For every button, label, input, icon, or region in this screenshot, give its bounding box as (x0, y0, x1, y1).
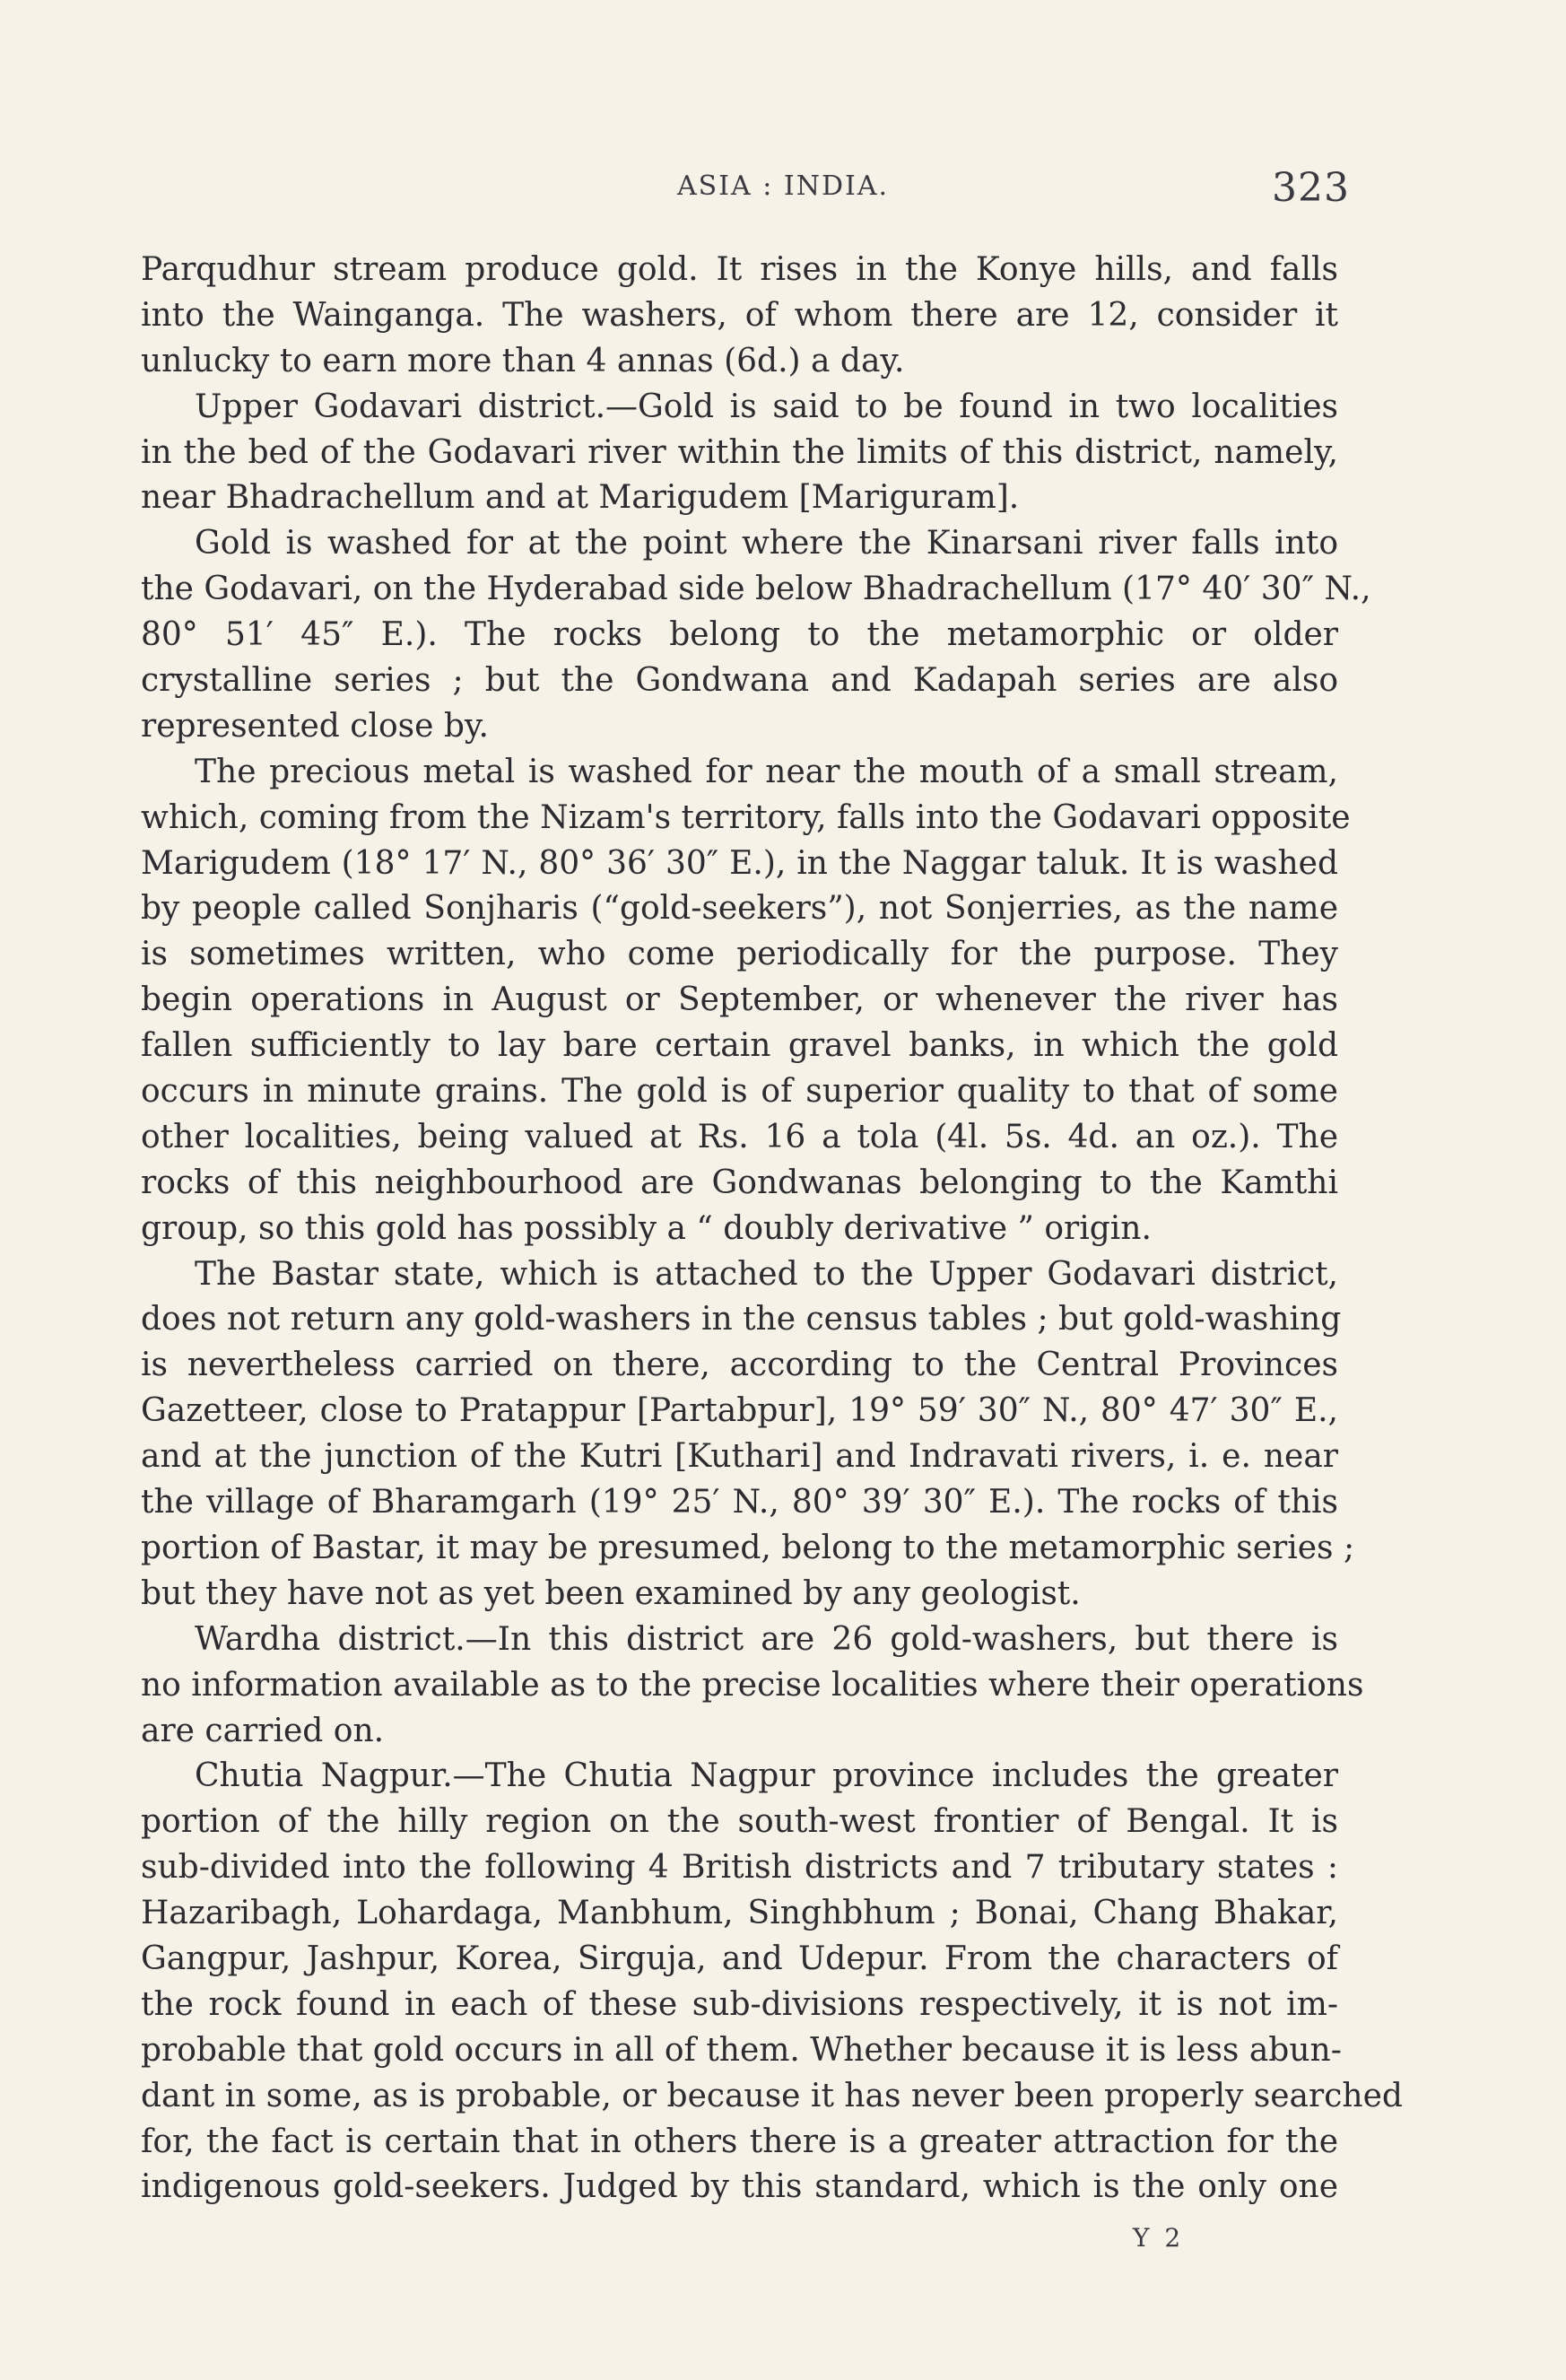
text-line: and at the junction of the Kutri [Kuthari] and Indravati rivers, i. e. near (141, 1438, 1338, 1476)
text-line: Upper Godavari district.—Gold is said to be found in two localities (195, 388, 1338, 425)
text-line: Wardha district.—In this district are 26 gold-washers, but there is (195, 1620, 1338, 1658)
text-line: probable that gold occurs in all of them. Whether because it is less abun- (141, 2031, 1342, 2069)
text-line: does not return any gold-washers in the census tables ; but gold-washing (141, 1301, 1342, 1338)
text-line: Chutia Nagpur.—The Chutia Nagpur province includes the greater (195, 1757, 1338, 1795)
text-line: rocks of this neighbourhood are Gondwanas belonging to the Kamthi (141, 1164, 1338, 1201)
text-line: Hazaribagh, Lohardaga, Manbhum, Singhbhum ; Bonai, Chang Bhakar, (141, 1895, 1338, 1932)
text-line: unlucky to earn more than 4 annas (6d.) a day. (141, 342, 905, 379)
text-line: occurs in minute grains. The gold is of superior quality to that of some (141, 1073, 1338, 1111)
text-line: by people called Sonjharis (“gold-seekers”), not Sonjerries, as the name (141, 890, 1338, 928)
text-line: for, the fact is certain that in others there is a greater attraction for the (141, 2123, 1338, 2160)
text-line: indigenous gold-seekers. Judged by this standard, which is the only one (141, 2168, 1338, 2206)
text-line: which, coming from the Nizam's territory, falls into the Godavari opposite (141, 798, 1351, 836)
text-line: is nevertheless carried on there, according to the Central Provinces (141, 1347, 1338, 1384)
text-line: near Bhadrachellum and at Marigudem [Mariguram]. (141, 479, 1020, 517)
text-line: sub-divided into the following 4 British districts and 7 tributary states : (141, 1849, 1338, 1887)
text-line: Gazetteer, close to Pratappur [Partabpur], 19° 59′ 30″ N., 80° 47′ 30″ E., (141, 1392, 1338, 1430)
text-line: the village of Bharamgarh (19° 25′ N., 80° 39′ 30″ E.). The rocks of this (141, 1484, 1338, 1521)
text-line: Gold is washed for at the point where the Kinarsani river falls into (195, 525, 1338, 562)
page-number: 323 (1272, 165, 1350, 211)
text-line: dant in some, as is probable, or because it has never been properly searched (141, 2077, 1403, 2114)
text-line: into the Wainganga. The washers, of whom there are 12, consider it (141, 296, 1338, 334)
text-line: Parqudhur stream produce gold. It rises in the Konye hills, and falls (141, 251, 1338, 288)
text-line: portion of Bastar, it may be presumed, belong to the metamorphic series ; (141, 1529, 1355, 1566)
text-line: are carried on. (141, 1712, 385, 1749)
text-line: is sometimes written, who come periodically for the purpose. They (141, 936, 1338, 973)
signature-mark: Y 2 (1133, 2223, 1185, 2253)
text-line: no information available as to the precise localities where their operations (141, 1666, 1364, 1704)
text-line: represented close by. (141, 707, 489, 745)
text-line: the Godavari, on the Hyderabad side below Bhadrachellum (17° 40′ 30″ N., (141, 571, 1371, 608)
text-line: in the bed of the Godavari river within the limits of this district, namely, (141, 433, 1338, 471)
text-line: but they have not as yet been examined by any geologist. (141, 1574, 1081, 1612)
text-line: the rock found in each of these sub-divisions respectively, it is not im- (141, 1985, 1338, 2023)
text-line: other localities, being valued at Rs. 16 a tola (4l. 5s. 4d. an oz.). The (141, 1118, 1338, 1155)
text-line: portion of the hilly region on the south-west frontier of Bengal. It is (141, 1803, 1338, 1841)
body-text (141, 248, 1403, 2210)
text-line: Gangpur, Jashpur, Korea, Sirguja, and Udepur. From the characters of (141, 1940, 1338, 1977)
text-line: group, so this gold has possibly a “ doubly derivative ” origin. (141, 1209, 1152, 1247)
text-line: Marigudem (18° 17′ N., 80° 36′ 30″ E.), in the Naggar taluk. It is washed (141, 844, 1338, 882)
running-head-title: ASIA : INDIA. (676, 170, 890, 202)
text-line: The Bastar state, which is attached to the Upper Godavari district, (195, 1255, 1338, 1293)
text-line: The precious metal is washed for near the mouth of a small stream, (195, 753, 1338, 790)
text-line: crystalline series ; but the Gondwana and Kadapah series are also (141, 662, 1338, 700)
text-line: 80° 51′ 45″ E.). The rocks belong to the metamorphic or older (141, 616, 1338, 654)
running-head (0, 165, 1566, 215)
text-line: fallen sufficiently to lay bare certain gravel banks, in which the gold (141, 1027, 1338, 1065)
text-line: begin operations in August or September, or whenever the river has (141, 981, 1338, 1019)
